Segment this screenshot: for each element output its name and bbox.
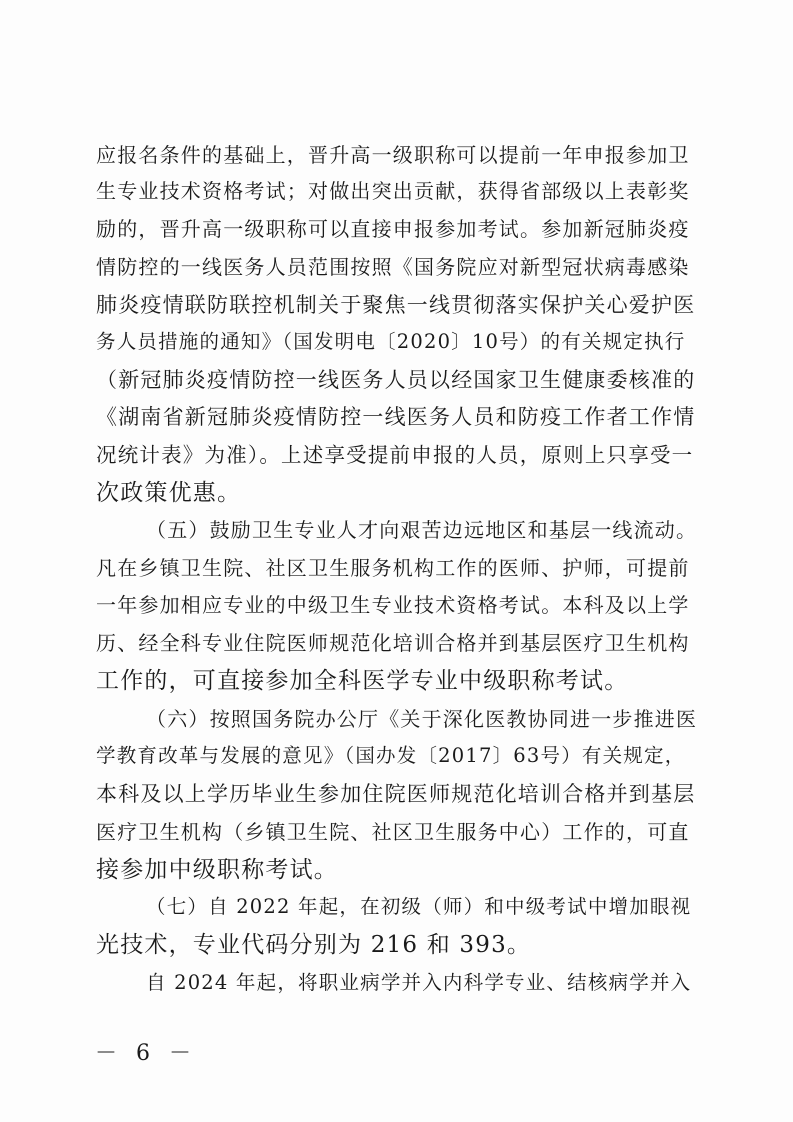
text-line: 接参加中级职称考试。 xyxy=(96,857,338,883)
text-line: 次政策优惠。 xyxy=(96,480,242,506)
text-line: 肺炎疫情联防联控机制关于聚焦一线贯彻落实保护关心爱护医 xyxy=(96,293,696,317)
text-line: 工作的，可直接参加全科医学专业中级职称考试。 xyxy=(96,668,629,694)
text-line: 情防控的一线医务人员范围按照《国务院应对新型冠状病毒感染 xyxy=(96,255,690,279)
text-line: 医疗卫生机构（乡镇卫生院、社区卫生服务中心）工作的，可直 xyxy=(96,820,690,844)
page-number: － 6 － xyxy=(95,1041,197,1066)
text-line: 励的，晋升高一级职称可以直接申报参加考试。参加新冠肺炎疫 xyxy=(96,217,690,241)
text-line: 凡在乡镇卫生院、社区卫生服务机构工作的医师、护师，可提前 xyxy=(96,556,690,580)
text-line: 自 2024 年起，将职业病学并入内科学专业、结核病学并入 xyxy=(146,971,692,994)
text-line: （六）按照国务院办公厅《关于深化医教协同进一步推进医 xyxy=(146,707,698,731)
text-line: 历、经全科专业住院医师规范化培训合格并到基层医疗卫生机构 xyxy=(96,631,690,655)
text-line: （新冠肺炎疫情防控一线医务人员以经国家卫生健康委核准的 xyxy=(96,368,696,392)
text-line: 况统计表》为准）。上述享受提前申报的人员，原则上只享受一 xyxy=(96,443,694,467)
text-line: 《湖南省新冠肺炎疫情防控一线医务人员和防疫工作者工作情 xyxy=(96,405,696,429)
text-line: （七）自 2022 年起，在初级（师）和中级考试中增加眼视 xyxy=(146,895,692,918)
text-line: 生专业技术资格考试；对做出突出贡献，获得省部级以上表彰奖 xyxy=(96,179,690,203)
text-line: 一年参加相应专业的中级卫生专业技术资格考试。本科及以上学 xyxy=(96,593,690,617)
text-line: （五）鼓励卫生专业人才向艰苦边远地区和基层一线流动。 xyxy=(146,518,698,542)
text-line: 学教育改革与发展的意见》（国办发〔2017〕63号）有关规定， xyxy=(96,744,686,767)
text-line: 光技术，专业代码分别为 216 和 393。 xyxy=(96,932,532,958)
text-line: 本科及以上学历毕业生参加住院医师规范化培训合格并到基层 xyxy=(96,782,696,806)
text-line: 应报名条件的基础上，晋升高一级职称可以提前一年申报参加卫 xyxy=(96,143,690,167)
text-line: 务人员措施的通知》（国发明电〔2020〕10号）的有关规定执行 xyxy=(96,330,686,353)
